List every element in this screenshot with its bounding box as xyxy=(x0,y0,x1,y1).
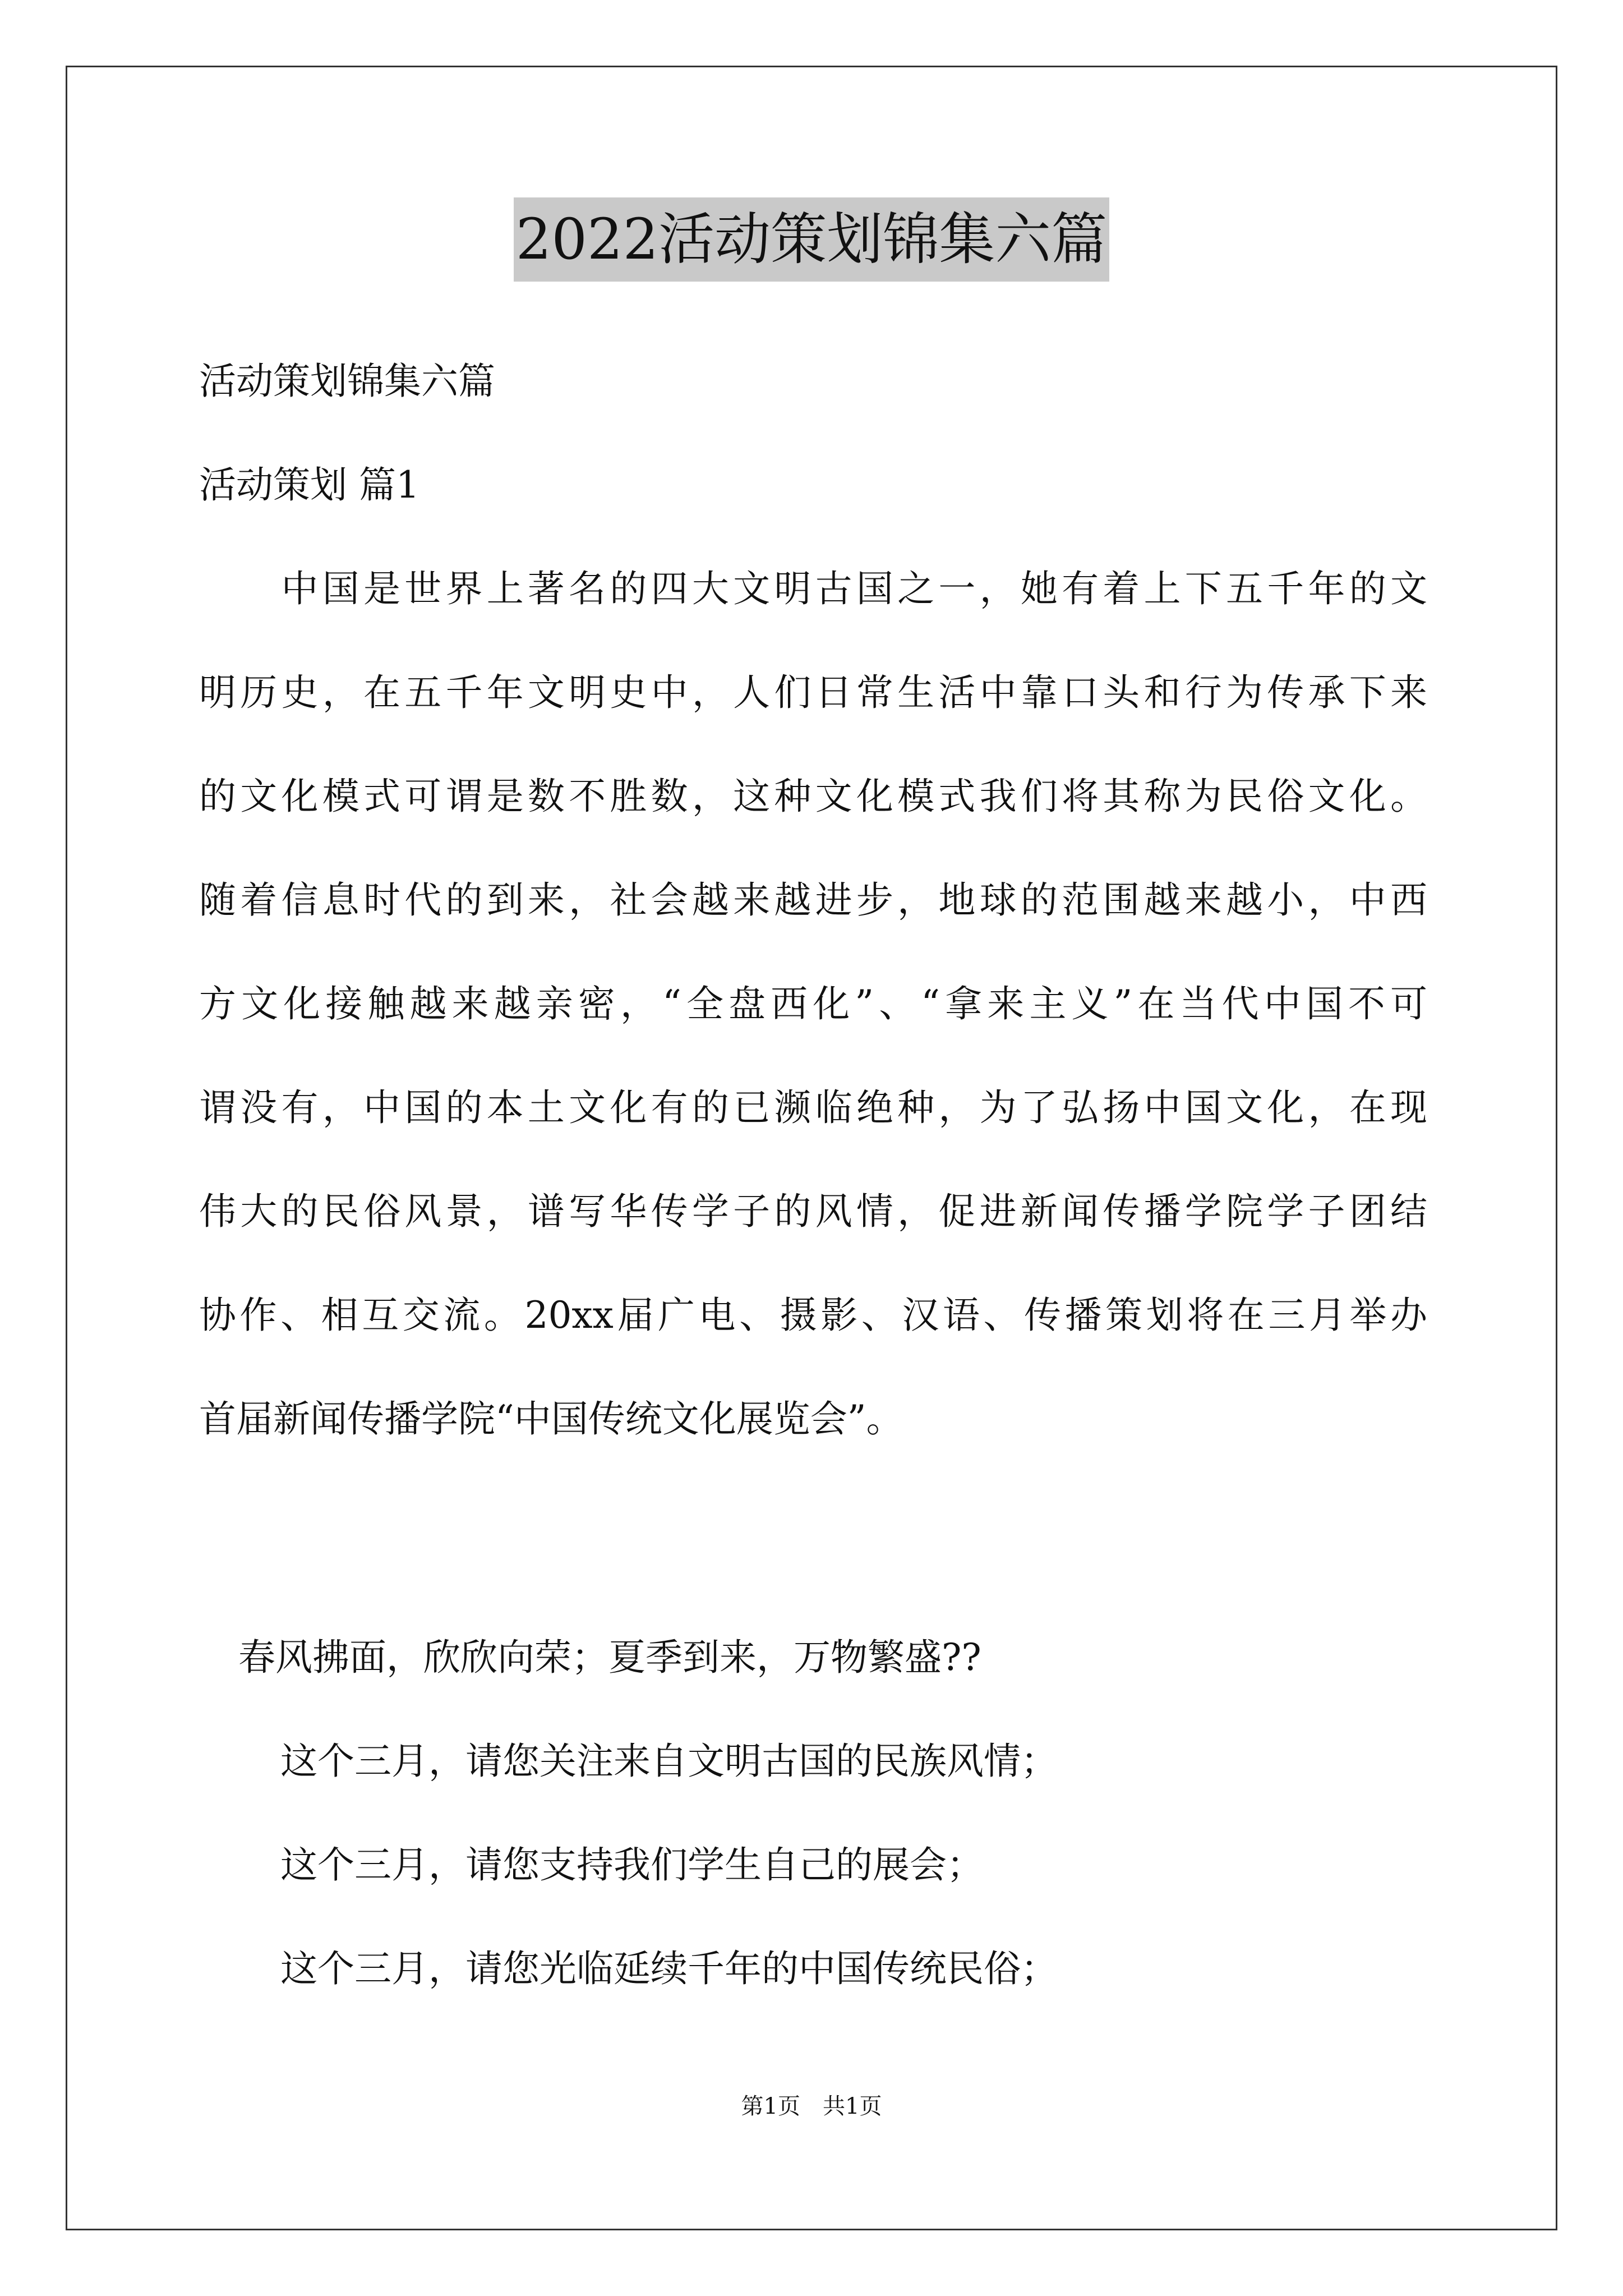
paragraph-line: 协作、相互交流。20xx届广电、摄影、汉语、传播策划将在三月举办 xyxy=(199,1294,1427,1337)
paragraph-line: 明历史，在五千年文明史中，人们日常生活中靠口头和行为传承下来 xyxy=(199,671,1427,714)
paragraph-line: 的文化模式可谓是数不胜数，这种文化模式我们将其称为民俗文化。 xyxy=(199,775,1427,818)
section-heading: 活动策划 篇1 xyxy=(199,463,419,507)
document-title xyxy=(0,197,1623,282)
paragraph-line: 中国是世界上著名的四大文明古国之一，她有着上下五千年的文 xyxy=(199,567,1427,610)
subtitle: 活动策划锦集六篇 xyxy=(199,360,495,403)
paragraph-line: 随着信息时代的到来，社会越来越进步，地球的范围越来越小，中西 xyxy=(199,878,1427,922)
page-footer: 第1页 共1页 xyxy=(741,2093,882,2119)
verse-line: 这个三月，请您支持我们学生自己的展会； xyxy=(280,1843,984,1887)
verse-line: 这个三月，请您光临延续千年的中国传统民俗； xyxy=(280,1947,1058,1990)
paragraph-line: 谓没有，中国的本土文化有的已濒临绝种，为了弘扬中国文化，在现 xyxy=(199,1086,1427,1129)
verse-line: 这个三月，请您关注来自文明古国的民族风情； xyxy=(280,1740,1058,1783)
document-title-text: 2022活动策划锦集六篇 xyxy=(514,197,1110,282)
paragraph-line: 首届新闻传播学院“中国传统文化展览会”。 xyxy=(199,1397,903,1441)
paragraph-line: 方文化接触越来越亲密，“全盘西化”、“拿来主义”在当代中国不可 xyxy=(199,982,1427,1025)
paragraph-line: 伟大的民俗风景，谱写华传学子的风情，促进新闻传播学院学子团结 xyxy=(199,1190,1427,1233)
slogan: 春风拂面，欣欣向荣；夏季到来，万物繁盛?? xyxy=(238,1636,981,1679)
